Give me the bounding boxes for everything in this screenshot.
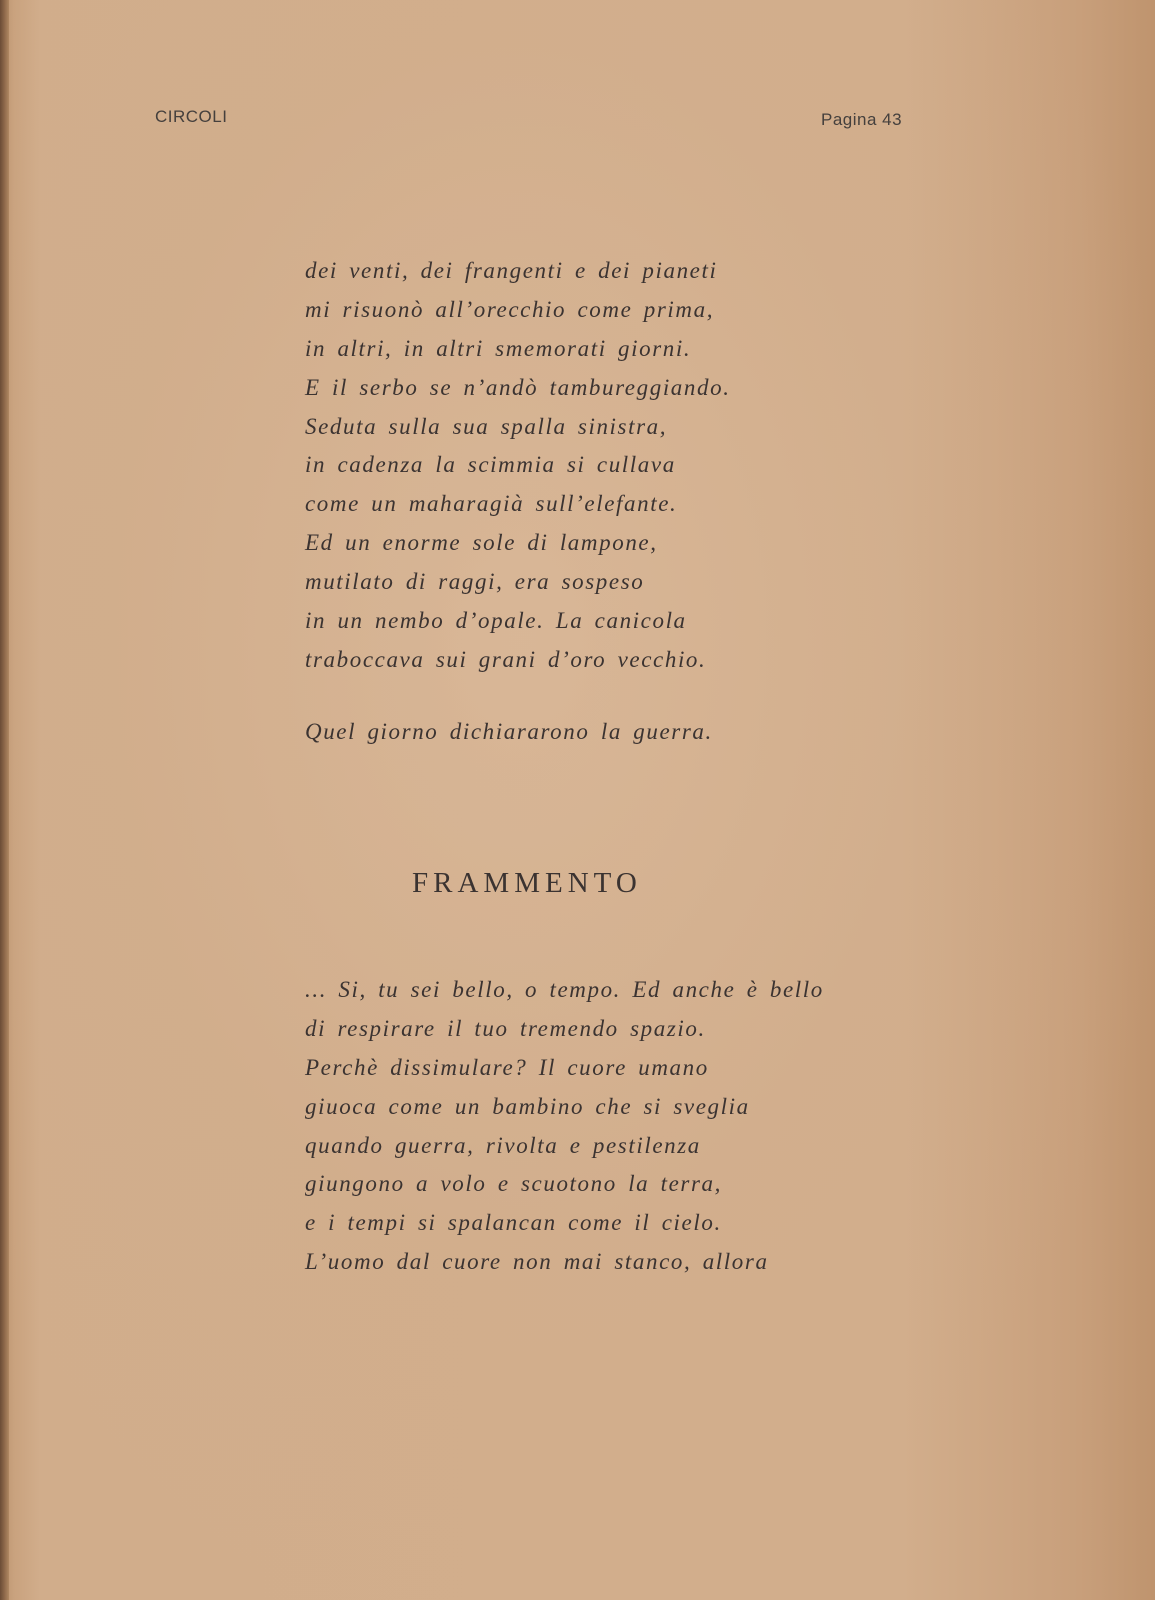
fragment-stanza (305, 971, 824, 1282)
verse-line: E il serbo se n’andò tambureggiando. (305, 374, 731, 400)
verse-line: quando guerra, rivolta e pestilenza (305, 1132, 701, 1158)
verse-line: e i tempi si spalancan come il cielo. (305, 1210, 722, 1236)
verse-line: ... Si, tu sei bello, o tempo. Ed anche è bello (305, 977, 824, 1002)
verse-line: mutilato di raggi, era sospeso (305, 569, 645, 595)
verse-line: dei venti, dei frangenti e dei pianeti (305, 258, 718, 283)
verse-line: in cadenza la scimmia si cullava (305, 452, 676, 478)
verse-line: in altri, in altri smemorati giorni. (305, 335, 692, 361)
verse-line: in un nembo d’opale. La canicola (305, 608, 687, 634)
page-binding-edge (0, 0, 9, 1600)
verse-line: come un maharagià sull’elefante. (305, 491, 678, 517)
verse-line: Ed un enorme sole di lampone, (305, 530, 658, 556)
verse-line: giuoca come un bambino che si sveglia (305, 1093, 750, 1119)
verse-line: giungono a volo e scuotono la terra, (305, 1171, 722, 1197)
verse-line: Quel giorno dichiararono la guerra. (305, 719, 713, 744)
verse-line: mi risuonò all’orecchio come prima, (305, 296, 715, 322)
verse-line: L’uomo dal cuore non mai stanco, allora (305, 1249, 769, 1275)
page-number: Pagina 43 (821, 110, 903, 129)
verse-line: di respirare il tuo tremendo spazio. (305, 1015, 706, 1041)
poem-closing-stanza (305, 713, 713, 752)
section-heading: FRAMMENTO (412, 867, 642, 899)
running-head-title: CIRCOLI (155, 107, 228, 126)
verse-line: Perchè dissimulare? Il cuore umano (305, 1054, 709, 1080)
verse-line: Seduta sulla sua spalla sinistra, (305, 413, 668, 439)
verse-line: traboccava sui grani d’oro vecchio. (305, 646, 707, 672)
poem-stanza (305, 252, 731, 680)
